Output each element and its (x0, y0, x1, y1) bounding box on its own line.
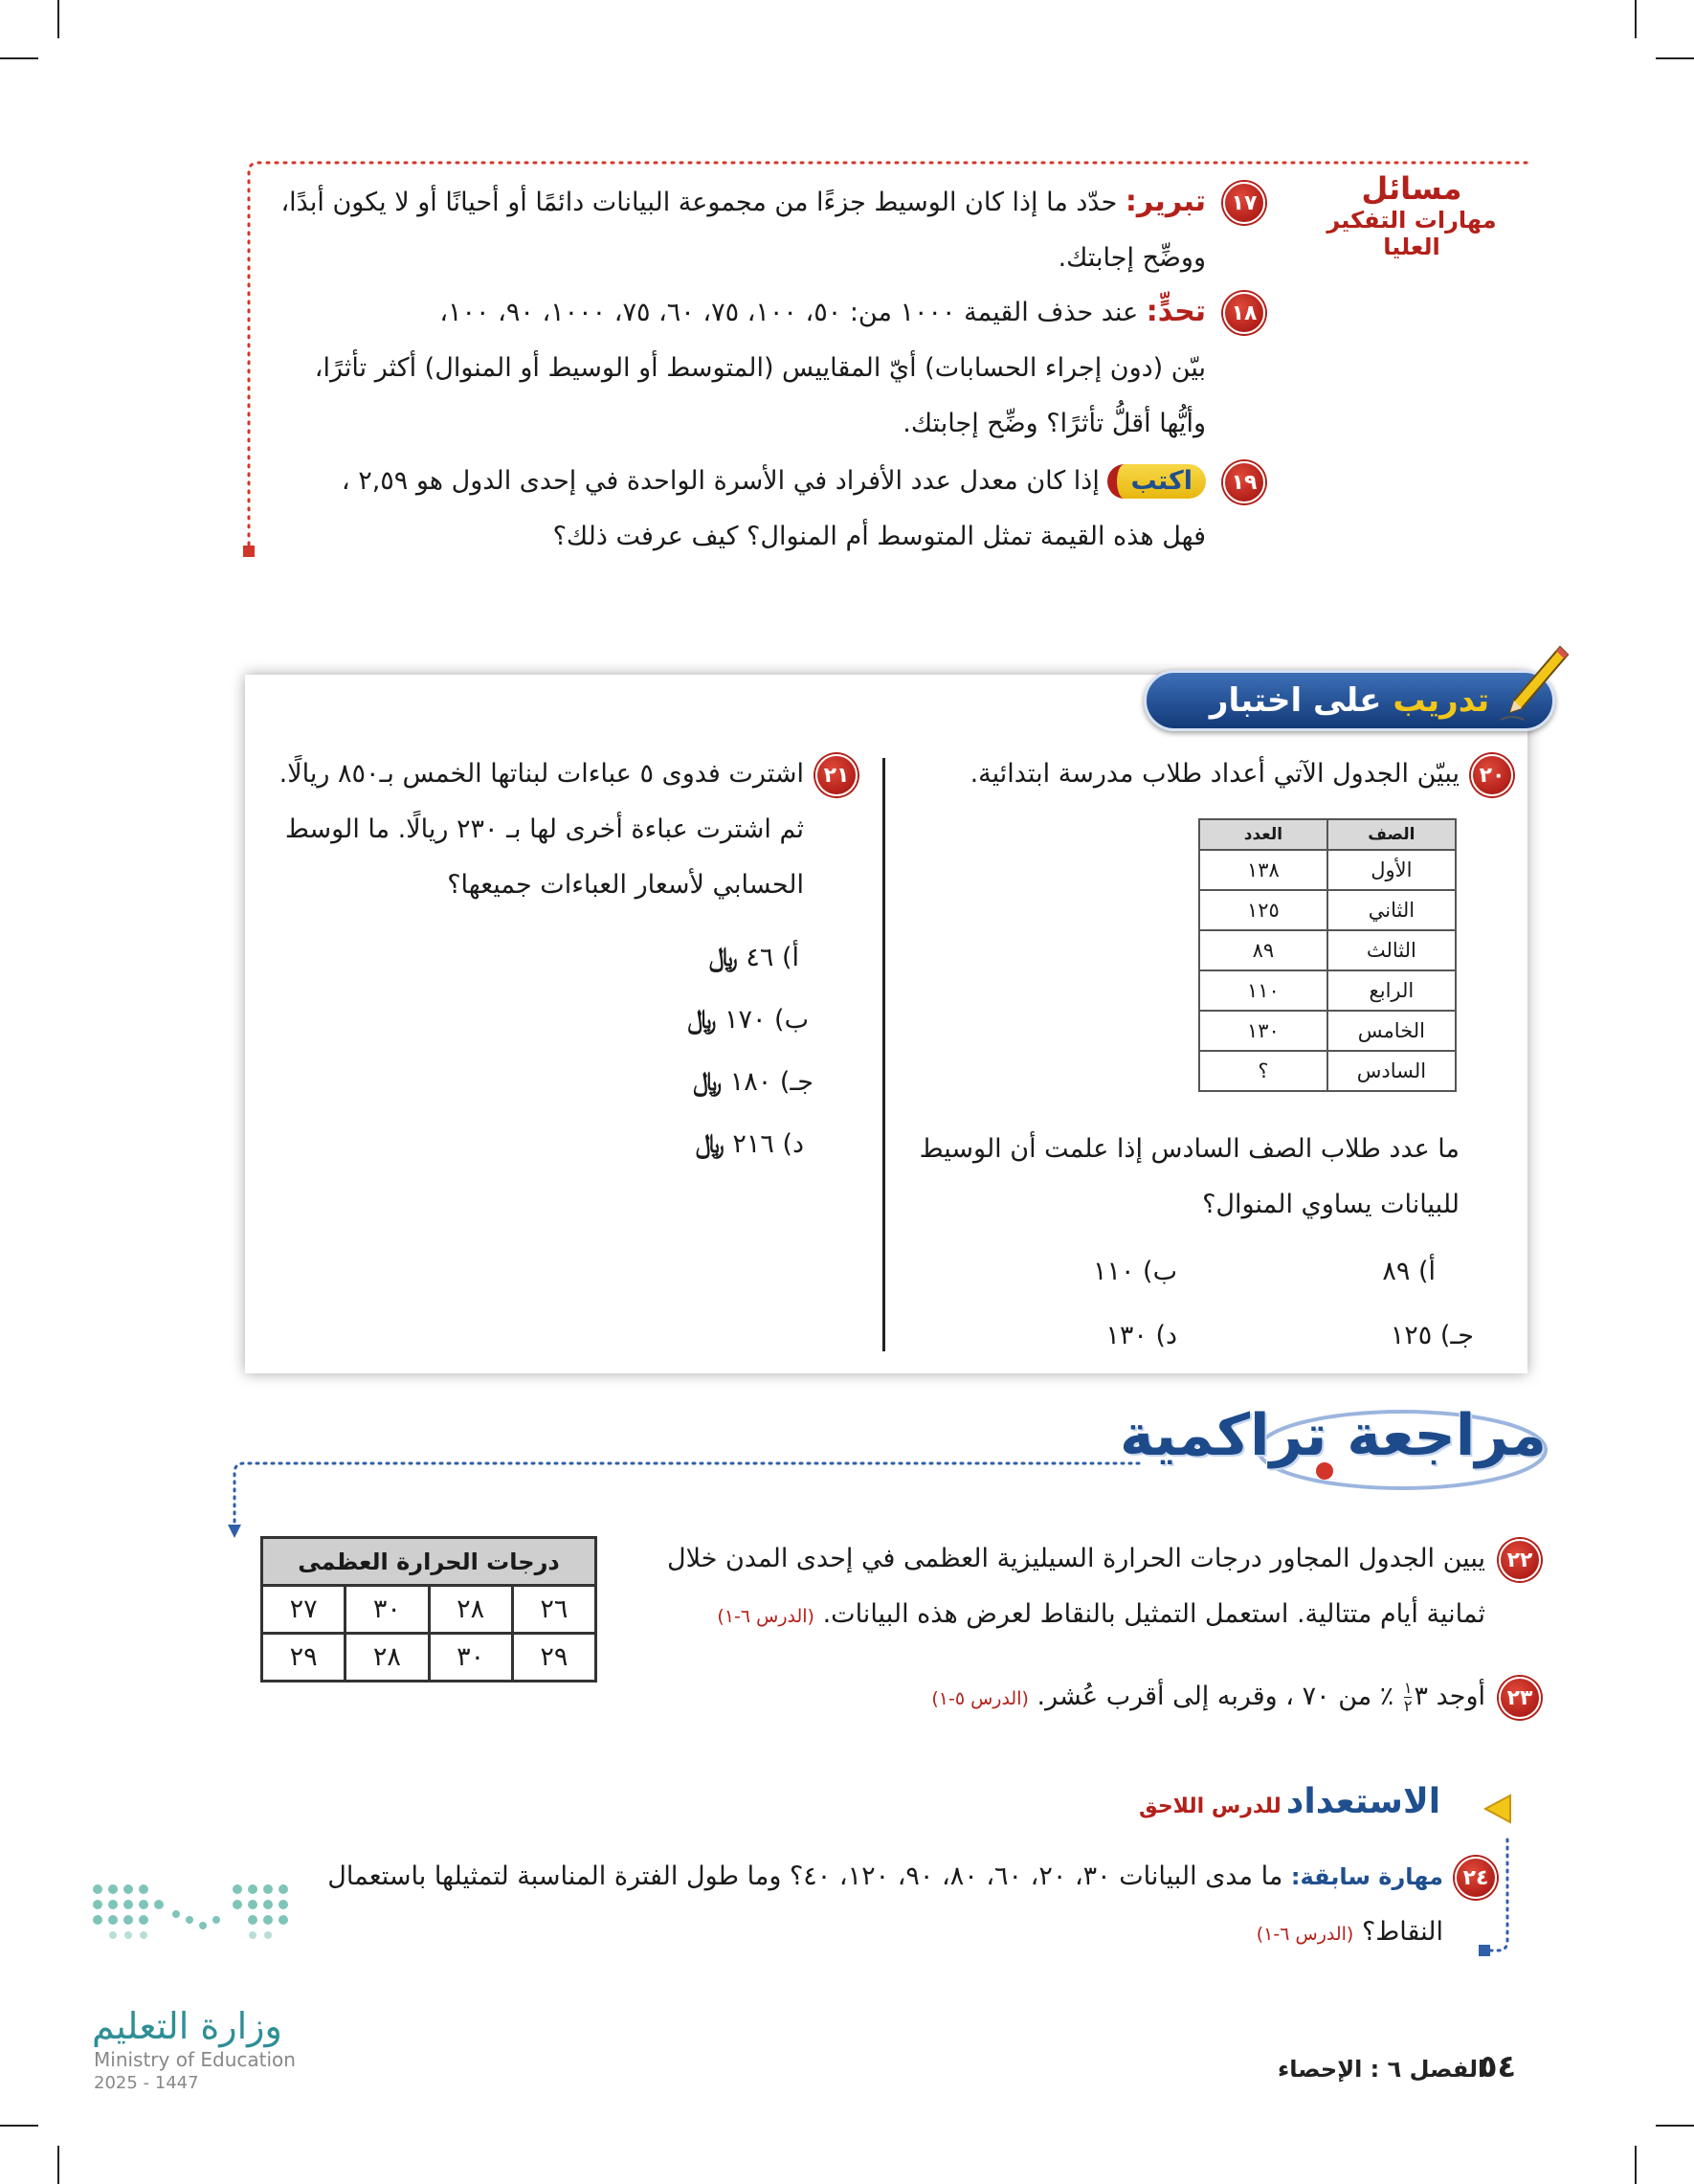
column-header: الصف (1327, 819, 1456, 850)
mixed-number (1402, 1669, 1428, 1725)
crop-mark (0, 57, 38, 59)
lesson-reference: (الدرس ٦-١) (717, 1606, 814, 1627)
hots-title: مسائل (1361, 170, 1462, 207)
table-cell: السادس (1327, 1051, 1456, 1091)
ministry-name-arabic: وزارة التعليم (92, 2005, 282, 2047)
column-header: العدد (1199, 819, 1327, 850)
question-line: ما مدى البيانات ٣٠، ٢٠، ٦٠، ٨٠، ٩٠، ١٢٠، ٤٠؟ وما طول الفترة المناسبة لتمثيلها باستعمال (327, 1861, 1283, 1891)
question-21 (230, 747, 804, 913)
choice-b[interactable]: ب) ١١٠ (1092, 1257, 1177, 1286)
choice-d[interactable]: د) ١٣٠ (1105, 1321, 1177, 1350)
question-lead: مهارة سابقة: (1290, 1863, 1443, 1890)
crop-mark (1635, 2146, 1637, 2184)
question-19 (249, 454, 1206, 565)
choice-c[interactable]: جـ) ١٢٥ (1390, 1321, 1474, 1350)
question-lead: تحدٍّ: (1146, 295, 1206, 328)
table-cell: ١٢٥ (1199, 890, 1327, 930)
fraction-denominator: ٢ (1403, 1697, 1413, 1715)
question-number-badge: ١٨ (1223, 292, 1265, 334)
table-cell: ٢٩ (512, 1634, 595, 1682)
choice-text: جـ) ١٨٠ (729, 1067, 814, 1097)
question-line: ثمانية أيام متتالية. استعمل التمثيل بالنقاط لعرض هذه البيانات. (822, 1599, 1485, 1629)
question-line: فهل هذه القيمة تمثل المتوسط أم المنوال؟ كيف عرفت ذلك؟ (552, 522, 1206, 551)
table-cell: ١١٠ (1199, 970, 1327, 1011)
question-22 (605, 1531, 1485, 1644)
question-number-badge: ١٧ (1223, 182, 1265, 224)
choice-b[interactable] (687, 1005, 809, 1036)
riyal-icon: ﷼ (695, 1129, 724, 1159)
table-cell: الخامس (1327, 1011, 1456, 1051)
banner-word: على اختبار (1209, 681, 1382, 720)
get-ready-dotted-frame (1479, 1836, 1517, 1960)
table-cell: ٣٠ (345, 1586, 429, 1634)
question-line: اشترت فدوى ٥ عباءات لبناتها الخمس بـ٨٥٠ ريالًا. (279, 759, 804, 789)
table-cell: الثالث (1327, 930, 1456, 970)
choice-c[interactable] (693, 1067, 814, 1098)
lesson-reference: (الدرس ٥-١) (931, 1688, 1029, 1709)
table-cell: ٣٠ (429, 1634, 512, 1682)
question-number-badge: ٢٣ (1499, 1677, 1541, 1719)
question-line: وأيُّها أقلُّ تأثرًا؟ وضِّح إجابتك. (903, 409, 1206, 438)
crop-mark (57, 2146, 59, 2184)
chapter-title: الفصل ٦ : الإحصاء (1278, 2056, 1486, 2083)
write-tag: اكتب (1107, 464, 1206, 499)
table-cell: ٢٨ (429, 1586, 512, 1634)
question-18 (249, 284, 1206, 452)
lesson-reference: (الدرس ٦-١) (1256, 1924, 1354, 1945)
question-line: النقاط؟ (1361, 1917, 1443, 1947)
crop-mark (1656, 2125, 1694, 2127)
crop-mark (57, 0, 59, 38)
pencil-icon (1493, 639, 1570, 725)
question-line: ووضِّح إجابتك. (1058, 243, 1206, 273)
choice-d[interactable] (696, 1129, 804, 1160)
question-line: الحسابي لأسعار العباءات جميعها؟ (447, 870, 804, 900)
temperature-table (260, 1536, 597, 1683)
question-number-badge: ٢١ (815, 754, 858, 796)
question-24 (247, 1849, 1443, 1962)
choice-a[interactable]: أ) ٨٩ (1382, 1257, 1436, 1286)
question-line: بيّن (دون إجراء الحسابات) أيّ المقاييس (المتوسط أو الوسيط أو المنوال) أكثر تأثرًا، (314, 353, 1206, 383)
get-ready-title: الاستعداد (1285, 1782, 1441, 1821)
table-row (1199, 1051, 1456, 1091)
question-number-badge: ١٩ (1223, 461, 1265, 503)
column-divider (882, 758, 885, 1351)
choice-text: د) ٢١٦ (732, 1129, 804, 1159)
question-text: ٪ من ٧٠ ، وقربه إلى أقرب عُشر. (1036, 1682, 1394, 1711)
question-line: إذا كان معدل عدد الأفراد في الأسرة الواحدة في إحدى الدول هو ٢,٥٩ ، (341, 466, 1100, 496)
question-line: ثم اشترت عباءة أخرى لها بـ ٢٣٠ ريالًا. ما الوسط (284, 814, 804, 844)
get-ready-subtitle: للدرس اللاحق (1139, 1794, 1282, 1818)
table-cell: ٢٩ (262, 1634, 345, 1682)
table-cell: ٢٦ (512, 1586, 595, 1634)
table-cell: ١٣٨ (1199, 850, 1327, 890)
table-row (1199, 1011, 1456, 1051)
question-line: حدّد ما إذا كان الوسيط جزءًا من مجموعة البيانات دائمًا أو أحيانًا أو لا يكون أبدًا، (280, 188, 1118, 217)
table-cell: الأول (1327, 850, 1456, 890)
question-23 (605, 1669, 1485, 1727)
table-cell: ٢٧ (262, 1586, 345, 1634)
fraction-numerator: ١ (1403, 1679, 1413, 1697)
choice-a[interactable] (709, 943, 799, 973)
question-number-badge: ٢٠ (1471, 754, 1513, 796)
crop-mark (0, 2125, 38, 2127)
choice-text: ب) ١٧٠ (724, 1005, 809, 1035)
table-row (1199, 930, 1456, 970)
page-number: ٥٤ (1479, 2048, 1517, 2084)
table-cell: ٨٩ (1199, 930, 1327, 970)
ministry-year: 2025 - 1447 (94, 2073, 199, 2093)
question-17 (249, 174, 1206, 286)
table-row (1199, 850, 1456, 890)
table-cell: ؟ (1199, 1051, 1327, 1091)
question-lead: تبرير: (1125, 185, 1206, 218)
get-ready-heading (1139, 1782, 1440, 1821)
question-20-body (847, 1122, 1460, 1233)
question-number-badge: ٢٤ (1455, 1857, 1497, 1899)
banner-word: تدريب (1393, 681, 1490, 720)
question-number-badge: ٢٢ (1499, 1539, 1541, 1581)
riyal-icon: ﷼ (708, 943, 738, 972)
students-table (1198, 818, 1457, 1092)
question-line: يبين الجدول المجاور درجات الحرارة السيليزية العظمى في إحدى المدن خلال (667, 1544, 1485, 1573)
question-line: للبيانات يساوي المنوال؟ (1202, 1190, 1460, 1219)
mixed-whole: ٣ (1414, 1682, 1428, 1711)
riyal-icon: ﷼ (687, 1005, 717, 1035)
question-20-intro: يبيّن الجدول الآتي أعداد طلاب مدرسة ابتدائية. (970, 759, 1460, 789)
question-line: عند حذف القيمة ١٠٠٠ من: ٥٠، ١٠٠، ٧٥، ٦٠، ٧٥، ١٠٠٠، ٩٠، ١٠٠، (439, 298, 1139, 327)
hots-subtitle: مهارات التفكير العليا (1326, 207, 1497, 260)
crop-mark (1635, 0, 1637, 38)
ministry-name-english: Ministry of Education (94, 2048, 296, 2071)
riyal-icon: ﷼ (693, 1067, 723, 1097)
hots-header (1297, 170, 1527, 260)
question-text: أوجد (1436, 1682, 1485, 1711)
choice-text: أ) ٤٦ (746, 943, 799, 972)
ministry-logo-icon (84, 1876, 304, 1981)
table-row (262, 1586, 596, 1634)
table-row (262, 1634, 596, 1682)
table-cell: ١٣٠ (1199, 1011, 1327, 1051)
table-title: درجات الحرارة العظمى (262, 1538, 596, 1586)
review-dotted-arrow (225, 1450, 1144, 1541)
table-cell: الرابع (1327, 970, 1456, 1011)
table-row (1199, 890, 1456, 930)
triangle-bullet-icon (1482, 1792, 1512, 1826)
table-cell: ٢٨ (345, 1634, 429, 1682)
review-title: مراجعة تراكمية (1120, 1402, 1547, 1469)
crop-mark (1656, 57, 1694, 59)
question-line: ما عدد طلاب الصف السادس إذا علمت أن الوسيط (919, 1134, 1460, 1164)
table-cell: الثاني (1327, 890, 1456, 930)
table-row (1199, 970, 1456, 1011)
